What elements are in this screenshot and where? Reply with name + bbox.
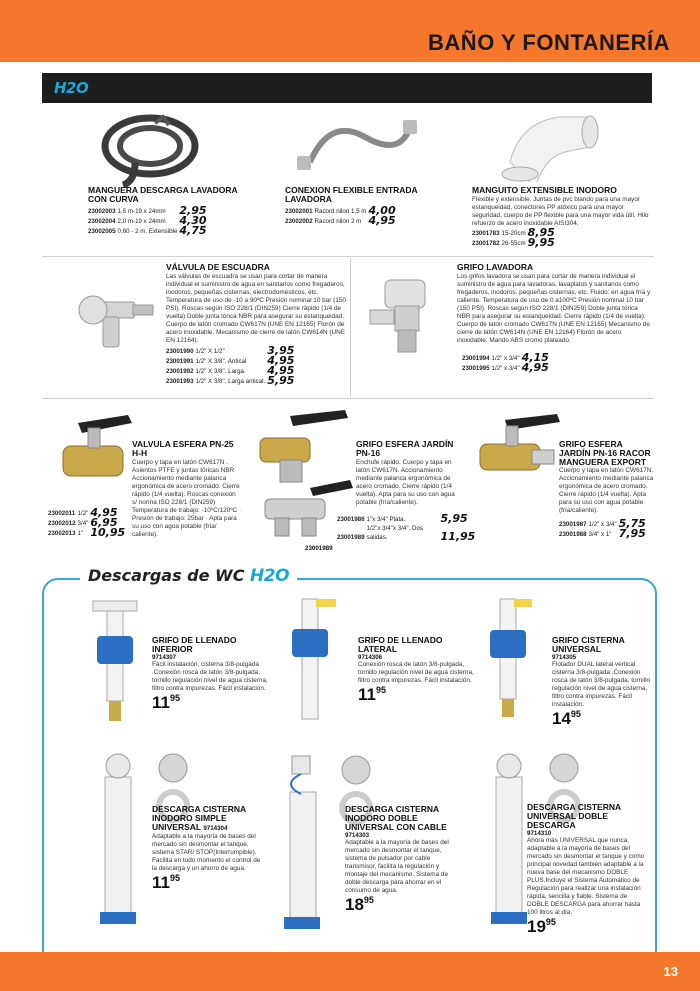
product-spec: 1" [77,530,84,537]
product-spec: Racord nilon 1,5 m [314,208,367,215]
product-code: 23001994 [462,355,490,362]
price: 11,95 [440,530,476,543]
product-code: 23001783 [472,230,500,237]
angle-valve-image [65,272,160,362]
product-title: GRIFO ESFERA JARDÍN PN-16 RACOR MANGUERA EXPORT [559,439,651,467]
wc-item [152,805,264,893]
fill-valve-bottom-image [85,596,145,726]
product-spec: 1/2" [77,510,89,517]
price: 4,30 [179,214,207,227]
product-code: 23002013 [48,530,76,537]
product-code: 23002004 [88,218,116,225]
price: 4,15 [521,351,549,364]
product-description: Conexión rosca de latón 3/8-pulgada, tornillo regulación nivel de agua cisterna, filtro contra impurezas. Fácil instalación. [358,661,474,684]
price-table [462,353,551,373]
product-spec: 2,0 m-19 x 24mm [117,218,166,225]
product-code: 23001995 [462,365,490,372]
product-spec: Racord nilon 2 m [314,218,362,225]
flex-hose-image [295,112,420,182]
divider [350,258,351,396]
product-description: Adaptable a la mayoría de bases del mercado sin desmontar el tanque, sistema de pulsador por cable transmisor, facilita la regulación y montaje del mecanismo. Sistema de doble descarga para ahorrar en el consumo de agua. [345,839,449,894]
price: 5,75 [618,517,646,530]
product-description: Cuerpo y tapa en latón CW617N. Accionamiento mediante palanca ergonómica de acero cromado. Cierre rápido (1/4 vuelta). Apta para su uso con agua potable (fría/caliente). [559,467,654,514]
product-spec: 1,5 m-19 x 24mm [117,208,166,215]
product-description: Flexible y extensible. Juntas de pvc blando para una mayor estanqueidad, conectores PP atóxico para una mayor seguridad, cuerpo de PP flexible para una mayor vida útil. Hilo refuerzo de acero inoxidable AISI304. [472,196,649,227]
image-code: 23001989 [305,545,333,552]
price: $11^{95}$ [152,873,180,892]
price: 4,00 [368,204,396,217]
product-title: GRIFO LAVADORA [457,262,534,272]
product-code: 23001990 [166,348,194,355]
toilet-sleeve-image [490,102,610,182]
divider [42,398,654,399]
product-title: DESCARGA CISTERNA UNIVERSAL DOBLE DESCARGA [527,802,621,830]
product-spec: 1/2" x 3/4" [588,521,617,528]
price-table [88,206,209,236]
price: 4,95 [267,354,295,367]
price: 3,95 [267,344,295,357]
price-table [337,514,477,542]
product-title: GRIFO DE LLENADO LATERAL [358,635,443,654]
product-code: 9714304 [203,825,228,832]
page-title: BAÑO Y FONTANERÍA [428,30,670,55]
price: 5,95 [440,512,468,525]
brand-bar [42,73,652,103]
product-title: MANGUITO EXTENSIBLE INODORO [472,185,617,195]
product-title: MANGUERA DESCARGA LAVADORA CON CURVA [88,185,238,204]
price-table [472,228,557,248]
wc-item [358,636,476,705]
product-code: 9714305 [552,654,577,661]
wc-item [552,636,652,729]
divider [42,256,654,257]
price-table [559,519,648,539]
product-code: 23001987 [559,521,587,528]
product-title: VALVULA ESFERA PN-25 H-H [132,439,234,458]
product-title: GRIFO DE LLENADO INFERIOR [152,635,237,654]
wc-item [152,636,270,713]
product-spec: 3/4" [77,520,89,527]
product-description: Enchufe rápido. Cuerpo y tapa en latón CW617N. Accionamiento mediante palanca ergonómica de acero cromado. Cierre rápido (1/4 vuelta). Apta para su uso con agua potable (fría/caliente). [356,459,455,506]
price: 4,95 [90,506,118,519]
product-title: GRIFO ESFERA JARDÍN PN-16 [356,439,454,458]
product-code: 9714307 [152,654,177,661]
h2o-logo: H2O [250,566,290,586]
product-spec: 1/2" X 1/2" [195,348,225,355]
product-spec: 1/2"x 3/4"x 3/4". Dos salidas. [366,525,423,541]
garden-hose-tap-image [470,408,565,493]
product-code: 23002011 [48,510,76,517]
product-spec: 0,60 - 2 m. Extensible [117,228,178,235]
fill-valve-side-image [280,594,340,734]
product-code: 23002003 [88,208,116,215]
price: 4,95 [521,361,549,374]
product-spec: 1"x 3/4" Plata. [366,516,406,523]
product-description: Fácil instalación, cisterna 3/8-pulgada .Conexión rosca de latón 3/8-pulgada, tornillo regulación nivel de agua cisterna, filtro contra impurezas. Fácil instalación. [152,661,268,692]
price: 5,95 [267,374,295,387]
product-code: 23002012 [48,520,76,527]
product-code: 23001992 [166,368,194,375]
price: $18^{95}$ [345,895,374,914]
product-spec: 1/2" x 3/4" [491,355,520,362]
price: 8,95 [527,226,555,239]
price: 4,95 [368,214,396,227]
price: 7,95 [618,527,646,540]
product-description: Cuerpo y tapa en latón CW617N . Asientos PTFE y juntas tóricas NBR Accionamiento mediante palanca ergonómica de acero cromado. Cierre rápido (1/4 vuelta). Roscas conexión s/ norma ISO 228/1 (DIN259) Temperatura de trabajo: -10ºC/120ºC · Presión de trabajo: 25bar · Apta para su uso con agua potable (fría/ caliente). [132,459,242,538]
page-number: 13 [663,964,678,979]
product-description: Adaptable a la mayoría de bases del mercado sin desmontar el tanque, sistema STAR/ STOP(Interrumpible). Facilita en todo momento el control de la descarga y un ahorro de agua. [152,833,261,872]
ball-valve-image [48,408,143,493]
product-code: 23001988 [559,531,587,538]
product-title: DESCARGA CISTERNA INODORO DOBLE UNIVERSAL CON CABLE [345,804,447,832]
product-code: 23001986 [337,516,365,523]
universal-cistern-valve-image [478,594,538,724]
price-table [166,346,296,386]
price: $11^{95}$ [358,685,386,704]
product-title: DESCARGA CISTERNA INODORO SIMPLE UNIVERSAL 9714304 [152,804,246,832]
price-table [48,508,127,538]
wc-item [345,805,457,915]
product-title: CONEXION FLEXIBLE ENTRADA LAVADORA [285,185,418,204]
wc-item [527,803,647,937]
price: 4,75 [179,224,207,237]
washing-machine-tap-image [360,272,450,362]
price: 10,95 [90,526,126,539]
drain-hose-image [95,108,205,193]
product-spec: 1/2" x 3/4" [491,365,520,372]
product-description: Los grifos lavadora se usan para cortar de manera individual el suministro de agua para lavadoras, lavaplatos y sanitarios como fregaderos, inodoros, pequeñas cisternas, etc. Fluido: en agua fría y caliente. Temperatura de uso de 0 a100ºC Presión nominal 10 bar (150 PSI). Roscas según ISO 228/1 (DIN259) Doble junta tórica NBR para asegurar su estanqueidad. Cierre rápido (1/4 de vuelta). Cuerpo de latón cromado CW617N (UNE EN 12165) Mecanismo de cierre de latón CW614N (UNE EN 12164) Florón de acero inoxidable. Mando ABS cromo plateado. [457,273,651,344]
price-table [285,206,398,226]
price: 6,95 [90,516,118,529]
product-code: 23001782 [472,240,500,247]
product-spec: 3/4" x 1" [588,531,612,538]
h2o-logo: H2O [54,79,89,97]
price: 2,95 [179,204,207,217]
product-spec: 1/2" X 3/8". Larga. [195,368,246,375]
product-code: 9714310 [527,830,552,837]
product-code: 23002001 [285,208,313,215]
product-code: 23001989 [337,534,365,541]
product-spec: 26-55cm [501,240,526,247]
price: 4,95 [267,364,295,377]
product-description: Ahora más UNIVERSAL que nunca, adaptable a la mayoría de bases del mercado sin desmontar el tanque y como principal novedad también adaptable a la nueva base del mecanismo DOBLE PLUS.Incluye el Sistema Automático de Regulación para realizar una instalación rápida, sencilla y fiable. Sistema de DOBLE DESCARGA para ahorrar hasta 100 litros al día. [527,837,645,916]
price: $14^{95}$ [552,709,581,728]
product-description: Las válvulas de escuadra se usan para cortar de manera individual el suministro de agua en sanitarios como fregaderos, inodoros, pequeñas cisternas, electrodomésticos, etc. Temperatura de uso de -10 a 90ºC Presión nominal 10 bar (150 PSI). Roscas según ISO 228/1 (DIN259) Cierre rápido (1/4 de vuelta) Doble junta tórica NBR para asegurar su estanqueidad. Cuerpo de latón cromado CW617N (UNE EN 12165) Florón de acero inoxidable. Mecanismo de cierre de latón CW614N (UNE EN 12164). [166,273,346,344]
price: $11^{95}$ [152,693,180,712]
wc-section-title: Descargas de WC H2O [80,566,297,586]
price: 9,95 [527,236,555,249]
product-title: GRIFO CISTERNA UNIVERSAL [552,635,625,654]
product-spec: 1/2" X 3/8". Larga antical. [195,378,266,385]
product-spec: 15-20cm [501,230,526,237]
product-spec: 1/2" X 3/8". Antical [195,358,247,365]
product-code: 9714306 [358,654,383,661]
product-title: VÁLVULA DE ESCUADRA [166,262,270,272]
product-code: 9714303 [345,832,370,839]
footer-bar [0,952,700,991]
product-code: 23002005 [88,228,116,235]
product-description: Flotador DUAL lateral vertical cisterna 3/8-pulgada .Conexión rosca de latón 3/8-pulgada, tornillo regulación nivel de agua cisterna, filtro contra impurezas. Fácil instalación. [552,661,651,708]
product-code: 23001991 [166,358,194,365]
product-code: 23002002 [285,218,313,225]
price: $19^{95}$ [527,917,556,936]
product-code: 23001993 [166,378,194,385]
